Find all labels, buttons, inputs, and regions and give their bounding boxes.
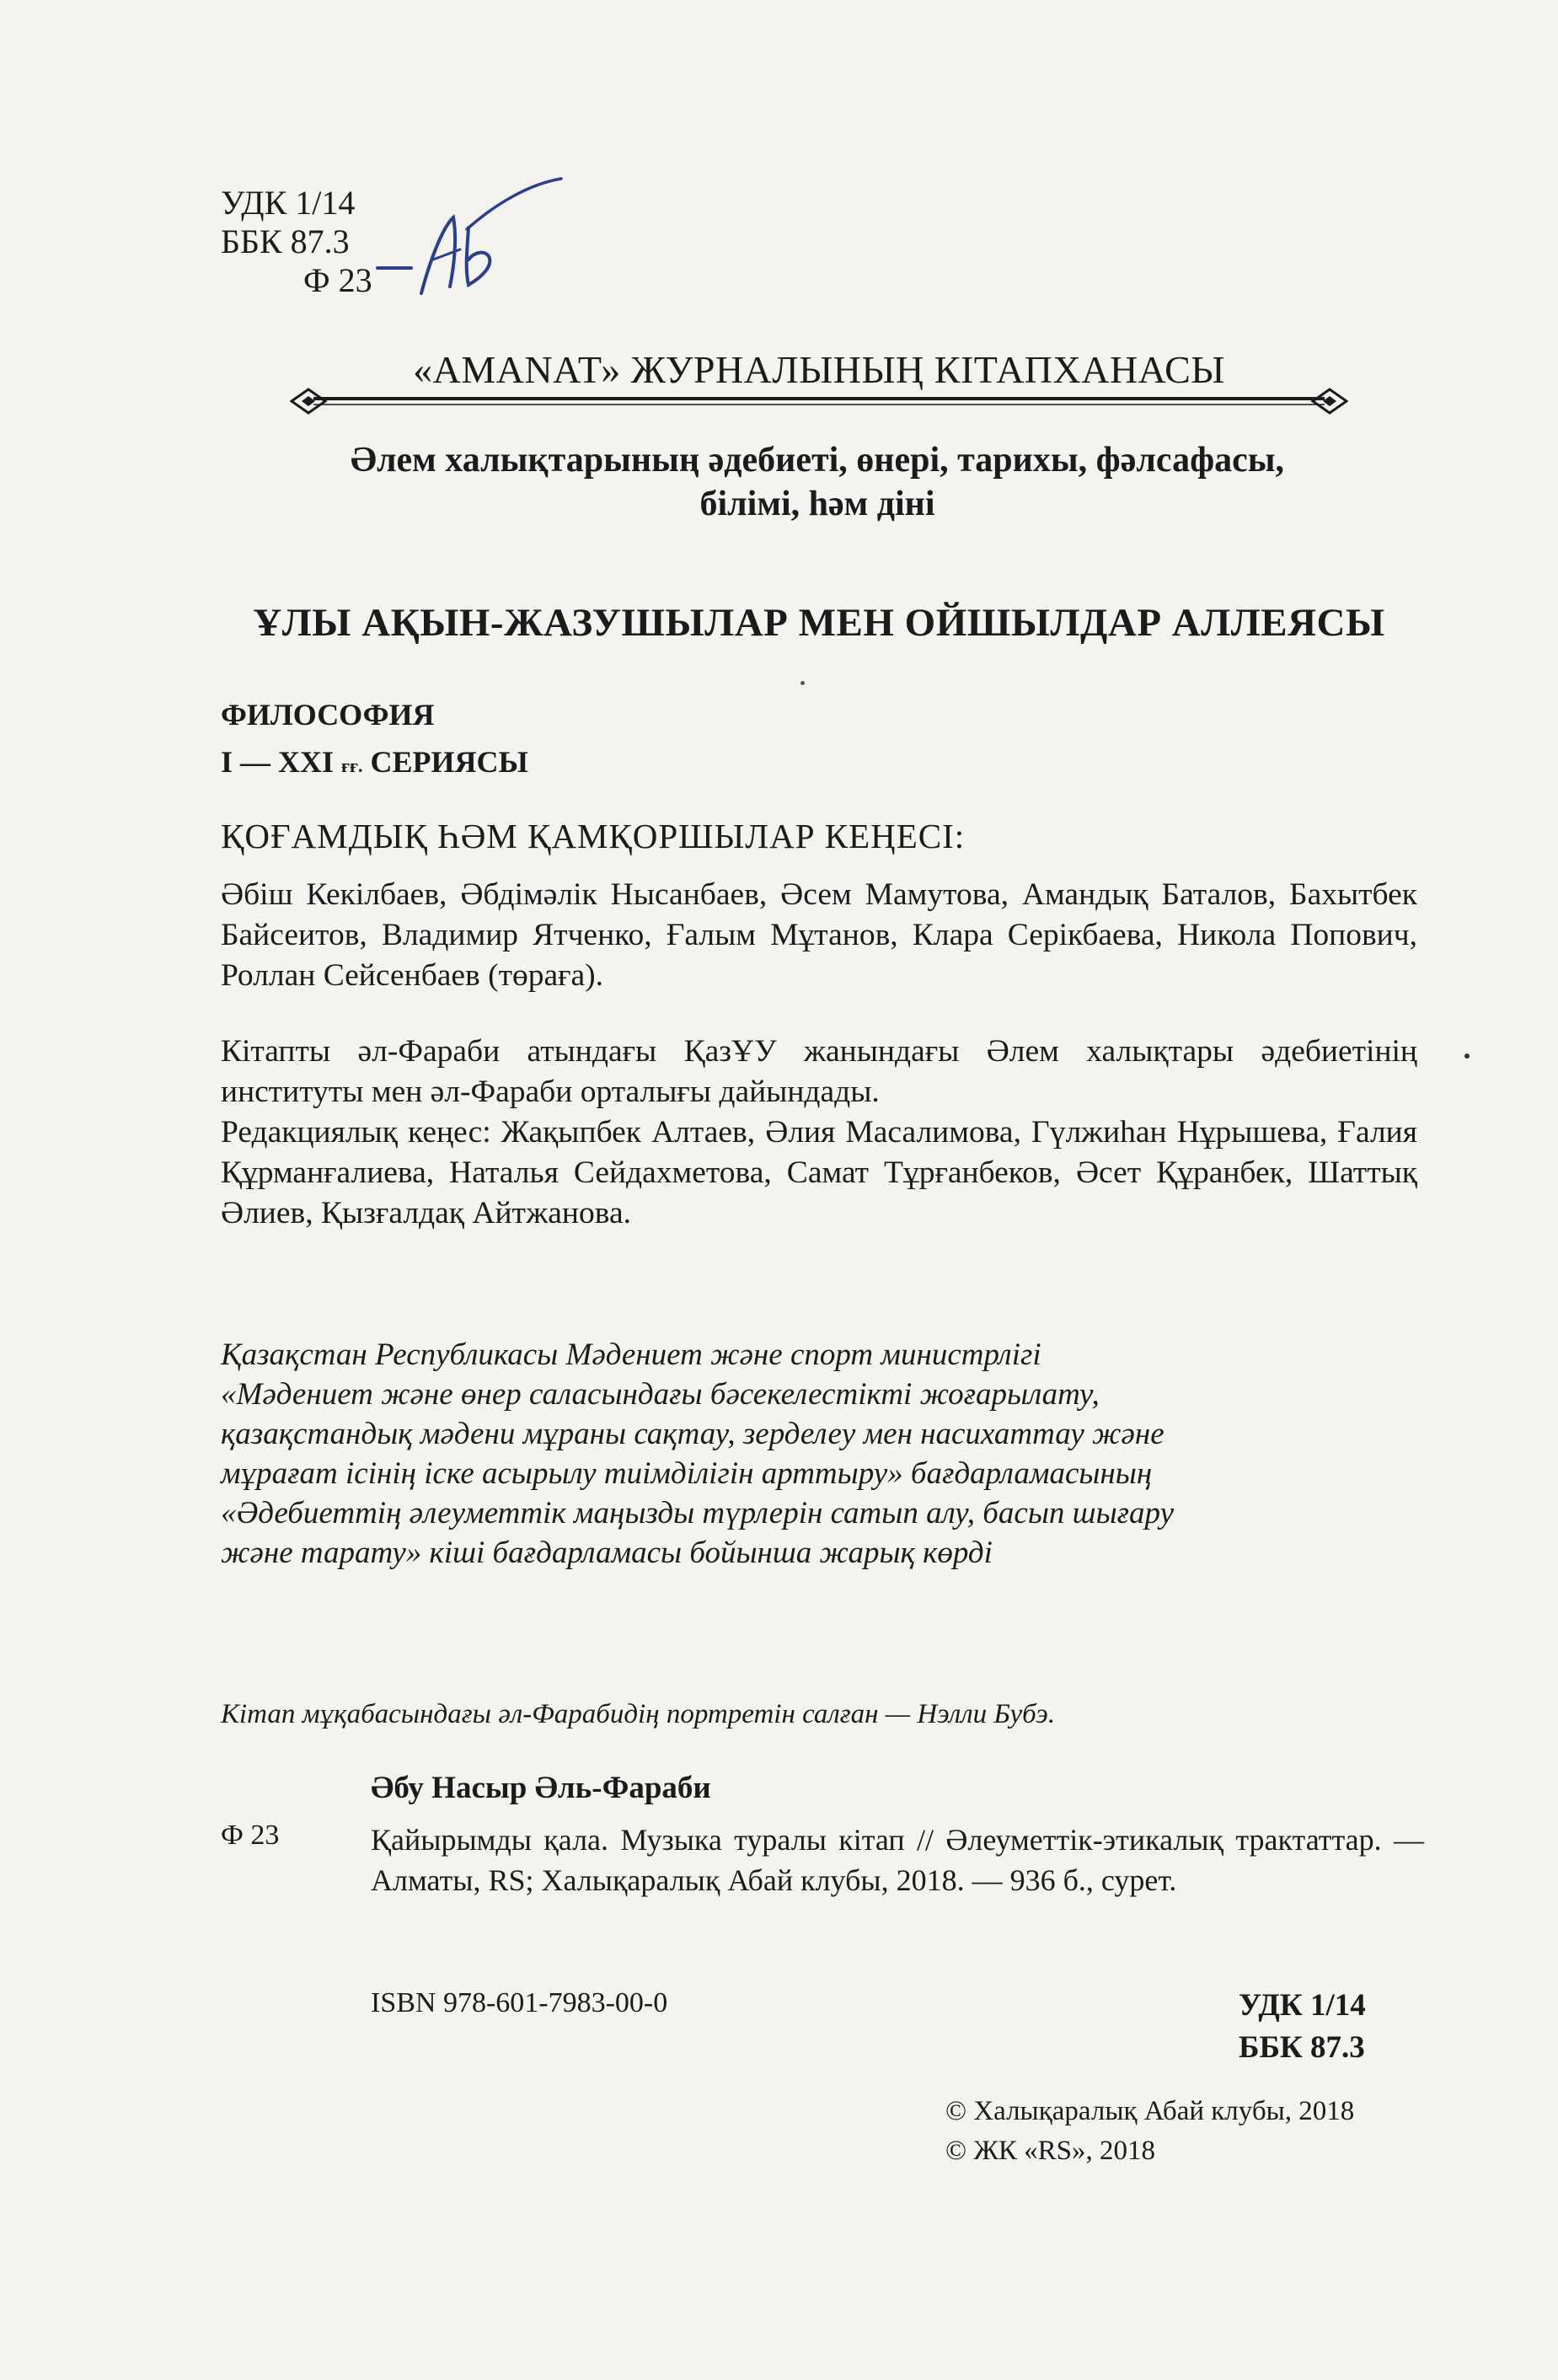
editorial-board: Редакциялық кеңес: Жақыпбек Алтаев, Әлия Масалимова, Гүлжиһан Нұрышева, Ғалия Құрманғалиева, Наталья Сейдахметова, Самат Тұрғанбеков, Әсет Құранбек, Шаттық Әлиев, Қызғалдақ Айтжанова. (221, 1115, 1417, 1230)
series-range-prefix: І — XXI (221, 745, 342, 779)
copyright-line: © ЖК «RS», 2018 (945, 2136, 1156, 2166)
bbk-code: ББК 87.3 (221, 222, 350, 260)
ministry-line: және тарату» кіші бағдарламасы бойынша жарық көрді (221, 1536, 993, 1570)
udk-code-bottom: УДК 1/14 (1239, 1988, 1366, 2023)
ink-speck (1464, 1053, 1470, 1059)
series-subtitle-line-1: Әлем халықтарының әдебиеті, өнері, тарихы, фәлсафасы, (350, 441, 1285, 480)
council-heading: ҚОҒАМДЫҚ ҺӘМ ҚАМҚОРШЫЛАР КЕҢЕСІ: (221, 817, 966, 855)
cover-credit: Кітап мұқабасындағы әл-Фарабидің портретін салған — Нэлли Бубэ. (221, 1699, 1056, 1729)
series-subtitle (253, 438, 1382, 526)
ministry-note (221, 1335, 1434, 1573)
alley-heading: ҰЛЫ АҚЫН-ЖАЗУШЫЛАР МЕН ОЙШЫЛДАР АЛЛЕЯСЫ (253, 601, 1385, 645)
council-members: Әбіш Кекілбаев, Әбдімәлік Нысанбаев, Әсем Мамутова, Амандық Баталов, Бахытбек Байсеитов, Владимир Ятченко, Ғалым Мұтанов, Клара Серікбаева, Никола Попович, Роллан Сейсенбаев (төраға). (221, 877, 1417, 993)
philosophy-block (221, 691, 528, 790)
bbk-code-bottom: ББК 87.3 (1239, 2030, 1365, 2065)
isbn: ISBN 978-601-7983-00-0 (371, 1987, 668, 2018)
classification-codes (221, 184, 372, 300)
catalog-code: Ф 23 (221, 1820, 280, 1851)
ministry-line: Қазақстан Республикасы Мәдениет және спорт министрлігі (221, 1337, 1041, 1372)
series-range-small: ғғ. (341, 755, 363, 776)
philosophy-label: ФИЛОСОФИЯ (221, 698, 435, 732)
series-subtitle-line-2: білімі, һәм діні (699, 485, 935, 523)
handwritten-signature (362, 169, 565, 303)
series-range-suffix: СЕРИЯСЫ (362, 745, 528, 779)
series-title: «АМАNАТ» ЖУРНАЛЫНЫҢ КІТАПХАНАСЫ (413, 348, 1225, 391)
ministry-line: «Әдебиеттің әлеуметтік маңызды түрлерін сатып алу, басып шығару (221, 1496, 1174, 1530)
bibliographic-description: Қайырымды қала. Музыка туралы кітап // Әлеуметтік-этикалық трактаттар. — Алматы, RS; Халықаралық Абай клубы, 2018. — 936 б., сурет. (371, 1823, 1424, 1897)
ornament-rule (290, 371, 1348, 430)
ministry-line: «Мәдениет және өнер саласындағы бәсекелестікті жоғарылату, (221, 1377, 1100, 1412)
ink-speck (800, 681, 805, 685)
copyright-block (945, 2092, 1354, 2171)
book-author: Әбу Насыр Әль-Фараби (371, 1771, 711, 1805)
f-code: Ф 23 (303, 261, 372, 299)
udk-code: УДК 1/14 (221, 184, 356, 222)
preparation-note: Кітапты әл-Фараби атындағы ҚазҰУ жанындағы Әлем халықтары әдебиетінің институты мен әл-Фараби орталығы дайындады. (221, 1034, 1417, 1109)
bottom-classification (1239, 1985, 1366, 2069)
ministry-line: қазақстандық мәдени мұраны сақтау, зерделеу мен насихаттау және (221, 1417, 1164, 1451)
copyright-line: © Халықаралық Абай клубы, 2018 (945, 2096, 1355, 2126)
series-range (221, 738, 528, 790)
ministry-line: мұрағат ісінің іске асырылу тиімділігін арттыру» бағдарламасының (221, 1456, 1153, 1491)
